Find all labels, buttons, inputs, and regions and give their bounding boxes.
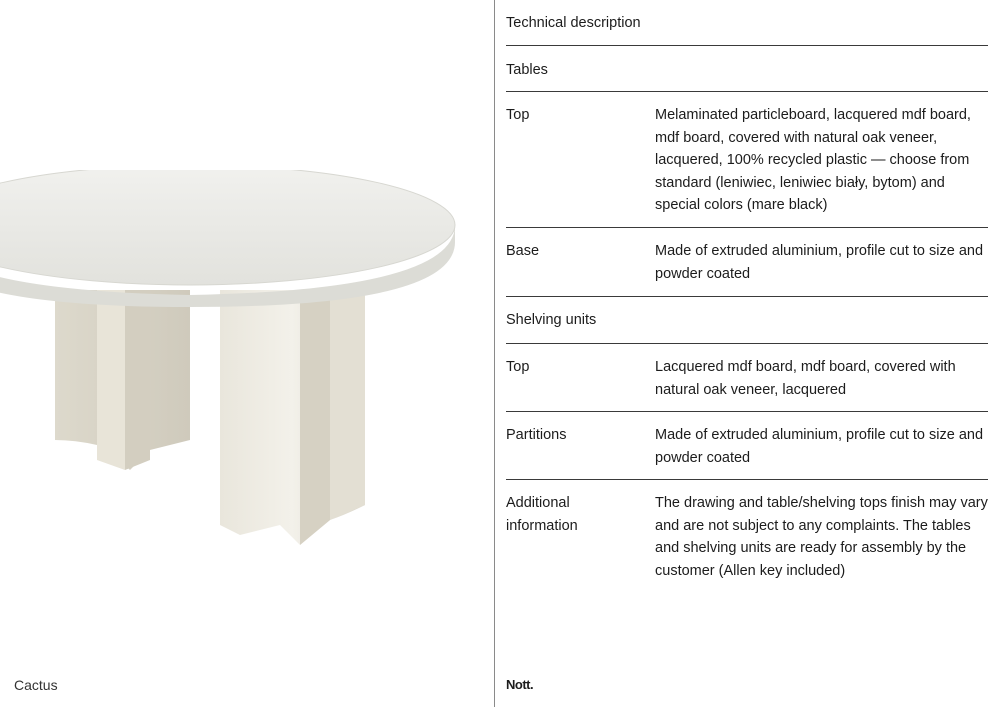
technical-description-panel (506, 0, 988, 600)
product-photo-panel (0, 0, 494, 707)
spec-row-shelving-top (506, 344, 988, 412)
shelving-section-row (506, 297, 988, 344)
brand-logo: Nott. (506, 677, 534, 692)
page-divider (494, 0, 495, 707)
spec-value: Lacquered mdf board, mdf board, covered with natural oak veneer, lacquered (655, 359, 956, 398)
spec-label: Top (506, 107, 530, 123)
spec-value: Made of extruded aluminium, profile cut to size and powder coated (655, 243, 984, 282)
tables-section-row (506, 46, 988, 92)
table-product-image (0, 170, 460, 570)
spec-label: Partitions (506, 427, 567, 443)
spec-row-additional-information (506, 480, 988, 600)
product-name-caption: Cactus (14, 677, 58, 693)
shelving-section-label: Shelving units (506, 312, 597, 328)
spec-value: Melaminated particleboard, lacquered mdf board, mdf board, covered with natural oak veneer, lacquered, 100% recycled plastic — choose from standard (leniwiec, leniwiec biały, bytom) and special colors (mare black) (655, 107, 971, 213)
technical-description-heading: Technical description (506, 15, 641, 31)
spec-label: Additional information (506, 495, 578, 534)
spec-label: Base (506, 243, 540, 259)
spec-row-tables-base (506, 228, 988, 297)
heading-row (506, 0, 988, 46)
spec-value: Made of extruded aluminium, profile cut to size and powder coated (655, 427, 984, 466)
tables-section-label: Tables (506, 62, 548, 78)
spec-value: The drawing and table/shelving tops finish may vary and are not subject to any complaints. The tables and shelving units are ready for assembly by the customer (Allen key included) (655, 495, 988, 579)
spec-label: Top (506, 359, 530, 375)
spec-row-partitions (506, 412, 988, 480)
spec-row-tables-top (506, 92, 988, 228)
